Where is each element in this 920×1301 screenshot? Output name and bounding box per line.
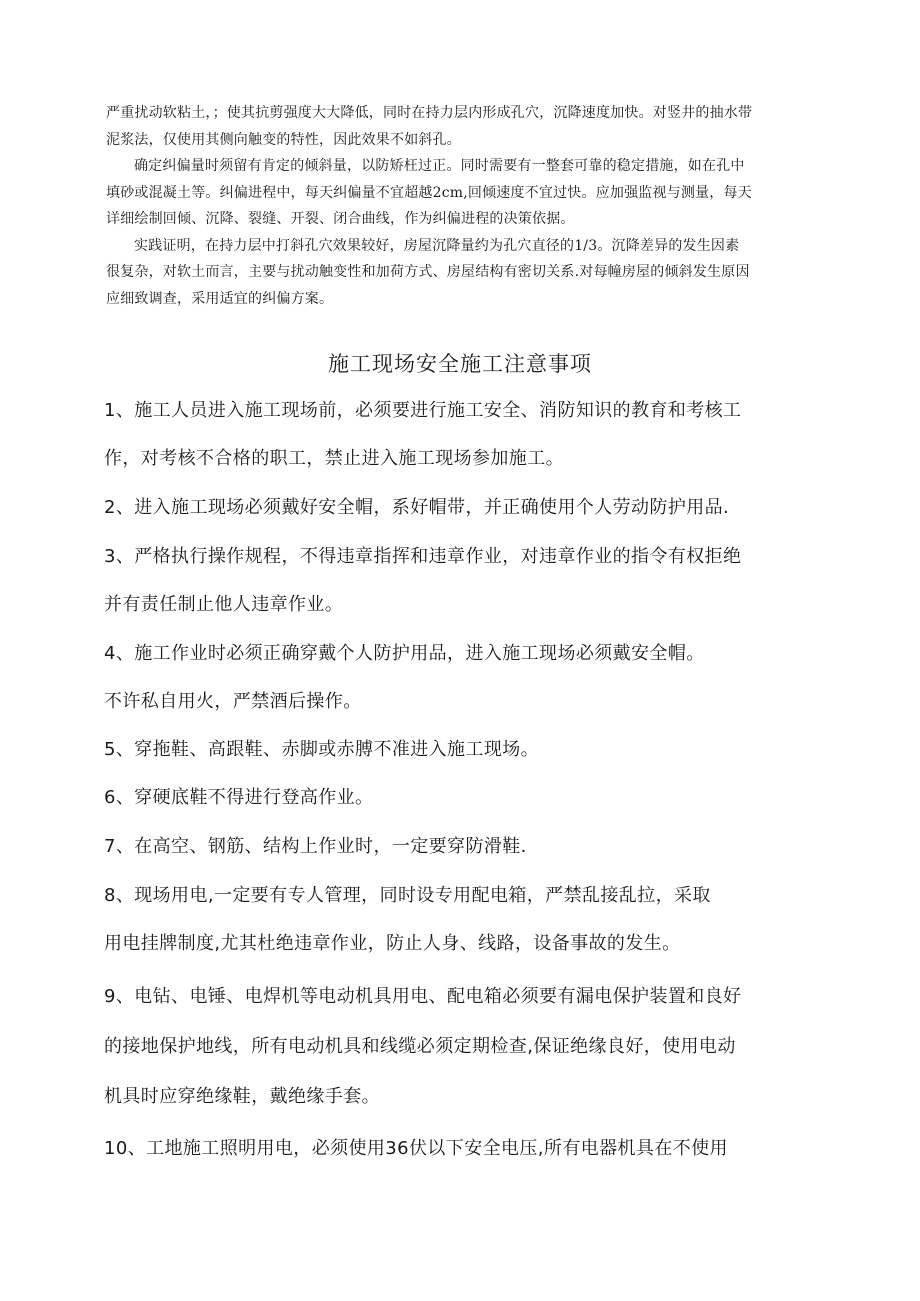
- rule-line: 机具时应穿绝缘鞋，戴绝缘手套。: [104, 1086, 380, 1107]
- rule-line: 并有责任制止他人违章作业。: [104, 594, 344, 615]
- rule-line: 8、现场用电,一定要有专人管理，同时设专用配电箱，严禁乱接乱拉，采取: [104, 885, 711, 906]
- rule-line: 7、在高空、钢筋、结构上作业时，一定要穿防滑鞋.: [104, 836, 527, 857]
- intro-line: 填砂或混凝土等。纠偏进程中，每天纠偏量不宜超越2cm,回倾速度不宜过快。应加强监视与测量，每天: [106, 184, 752, 201]
- intro-line: 确定纠偏量时须留有肯定的倾斜量，以防矫枉过正。同时需要有一整套可靠的稳定措施，如在孔中: [134, 158, 745, 174]
- rule-line: 4、施工作业时必须正确穿戴个人防护用品，进入施工现场必须戴安全帽。: [104, 643, 705, 664]
- intro-line: 严重扰动软粘土，；使其抗剪强度大大降低，同时在持力层内形成孔穴，沉降速度加快。对竖井的抽水带: [106, 105, 753, 121]
- rule-line: 5、穿拖鞋、高跟鞋、赤脚或赤膊不准进入施工现场。: [104, 739, 540, 760]
- rule-line: 3、严格执行操作规程，不得违章指挥和违章作业，对违章作业的指令有权拒绝: [104, 546, 742, 567]
- rule-line: 1、施工人员进入施工现场前，必须要进行施工安全、消防知识的教育和考核工: [104, 400, 742, 421]
- intro-line: 泥浆法，仅使用其侧向触变的特性，因此效果不如斜孔。: [106, 131, 461, 148]
- rule-line: 的接地保护地线，所有电动机具和线缆必须定期检查,保证绝缘良好，使用电动: [104, 1036, 736, 1057]
- rule-line: 9、电钻、电锤、电焊机等电动机具用电、配电箱必须要有漏电保护装置和良好: [104, 986, 742, 1007]
- rule-line: 作，对考核不合格的职工，禁止进入施工现场参加施工。: [104, 448, 564, 469]
- intro-line: 应细致调查，采用适宜的纠偏方案。: [106, 290, 334, 307]
- intro-line: 实践证明，在持力层中打斜孔穴效果较好，房屋沉降量约为孔穴直径的1/3。沉降差异的发生因素: [134, 237, 740, 254]
- rule-line: 用电挂牌制度,尤其杜绝违章作业，防止人身、线路，设备事故的发生。: [104, 933, 681, 954]
- section-title: 施工现场安全施工注意事项: [328, 352, 592, 376]
- rule-line: 10、工地施工照明用电，必须使用36伏以下安全电压,所有电器机具在不使用: [104, 1138, 728, 1159]
- rule-line: 6、穿硬底鞋不得进行登高作业。: [104, 787, 374, 808]
- intro-section: [106, 100, 818, 312]
- rule-line: 不许私自用火，严禁酒后操作。: [104, 691, 362, 712]
- intro-line: 详细绘制回倾、沉降、裂缝、开裂、闭合曲线，作为纠偏进程的决策依据。: [106, 211, 575, 227]
- rule-line: 2、进入施工现场必须戴好安全帽，系好帽带，并正确使用个人劳动防护用品.: [104, 497, 730, 518]
- intro-line: 很复杂，对软土而言，主要与扰动触变性和加荷方式、房屋结构有密切关系.对每幢房屋的倾斜发生原因: [106, 264, 750, 280]
